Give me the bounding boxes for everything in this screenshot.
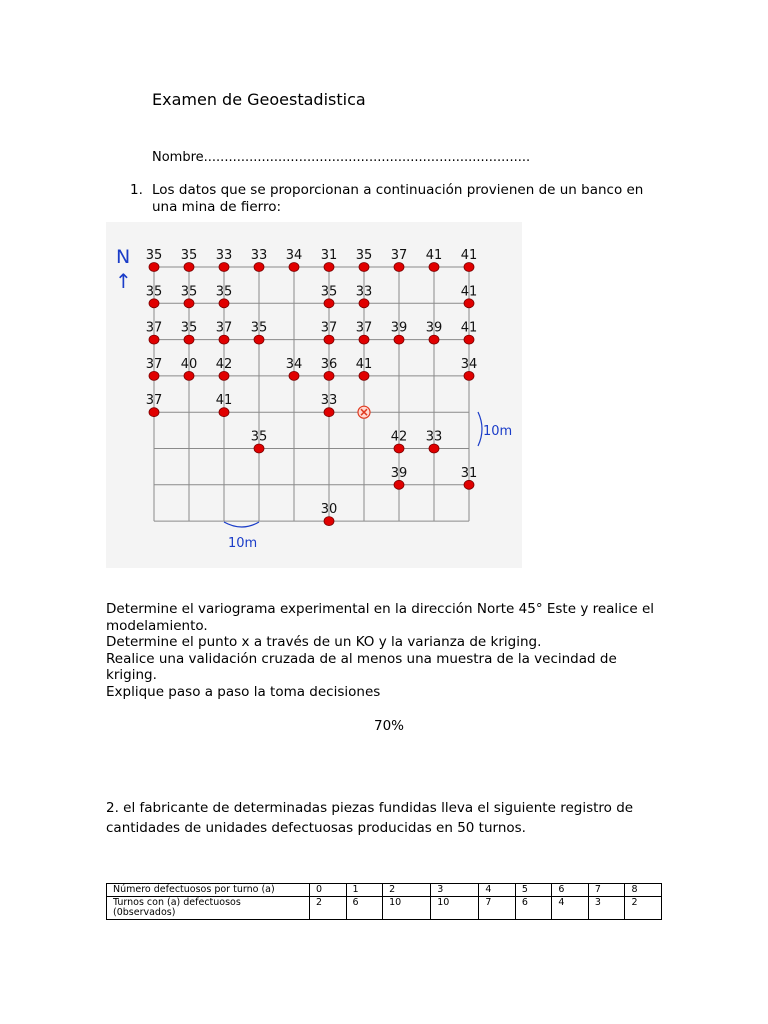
sample-point [464,299,474,308]
sample-value: 41 [215,393,233,409]
sample-value: 35 [180,284,198,300]
sample-value: 41 [460,248,478,263]
sample-point [429,444,439,453]
sample-point [184,335,194,344]
sample-value: 33 [355,284,373,300]
sample-value: 35 [180,248,198,263]
instruction-3: Realice una validación cruzada de al menos una muestra de la vecindad de kriging. [106,650,617,683]
sample-point [429,263,439,272]
sample-value: 39 [425,320,443,336]
table-cell: 0 [310,884,347,897]
name-line: Nombre............................................................................... [152,150,531,165]
table-row-label: Número defectuosos por turno (a) [107,884,310,897]
sample-point [359,299,369,308]
sample-value: 41 [355,356,373,372]
defects-table [106,883,662,920]
sample-value: 35 [355,248,373,263]
sample-value: 35 [250,429,268,445]
sample-point [219,299,229,308]
sample-value: 35 [145,284,163,300]
sample-value: 33 [250,248,268,263]
sample-value: 35 [250,320,268,336]
sample-value: 33 [425,429,443,445]
table-cell: 7 [588,884,625,897]
sample-point [324,371,334,380]
table-row [107,897,662,920]
sample-value: 34 [460,356,478,372]
sample-value: 39 [390,320,408,336]
table-cell: 6 [346,897,383,920]
table-cell: 4 [479,884,516,897]
instruction-4: Explique paso a paso la toma decisiones [106,683,381,700]
north-label: N [116,246,131,268]
table-row [107,884,662,897]
sample-value: 41 [425,248,443,263]
spacing-label-bottom: 10m [228,536,258,551]
sample-point [149,299,159,308]
sample-value: 34 [285,356,303,372]
sample-value: 37 [320,320,338,336]
sample-point [254,263,264,272]
table-cell: 6 [552,884,589,897]
table-cell: 2 [383,884,431,897]
sample-point [324,335,334,344]
sample-grid-map [106,222,522,568]
sample-value: 31 [460,465,478,481]
sample-value: 35 [320,284,338,300]
table-cell: 10 [383,897,431,920]
sample-value: 41 [460,284,478,300]
sample-value: 37 [215,320,233,336]
question-1-text: Los datos que se proporcionan a continuación provienen de un banco en una mina de fierro: [152,182,644,215]
sample-point [464,480,474,489]
sample-point [289,263,299,272]
instruction-1: Determine el variograma experimental en la dirección Norte 45° Este y realice el modelamiento. [106,601,655,634]
table-cell: 4 [552,897,589,920]
sample-value: 42 [390,429,408,445]
sample-value: 31 [320,248,338,263]
sample-point [359,263,369,272]
spacing-label-right: 10m [483,424,513,439]
sample-value: 37 [145,320,163,336]
table-cell: 8 [625,884,662,897]
sample-point [219,371,229,380]
question-2-text: 2. el fabricante de determinadas piezas fundidas lleva el siguiente registro de cantidades de unidades defectuosas producidas en 50 turnos. [106,800,634,836]
sample-point [324,517,334,526]
sample-point [394,480,404,489]
sample-value: 41 [460,320,478,336]
table-cell: 3 [431,884,479,897]
sample-value: 35 [180,320,198,336]
sample-point [149,263,159,272]
sample-point [324,263,334,272]
sample-point [184,299,194,308]
table-cell: 5 [515,884,552,897]
exam-title: Examen de Geoestadistica [152,90,366,109]
sample-point [359,371,369,380]
sample-point [289,371,299,380]
sample-value: 35 [145,248,163,263]
sample-point [394,335,404,344]
instruction-2: Determine el punto x a través de un KO y la varianza de kriging. [106,634,542,650]
sample-value: 37 [390,248,408,263]
north-arrow-icon: ↑ [115,269,132,293]
sample-point [464,335,474,344]
sample-value: 42 [215,356,233,372]
table-cell: 2 [310,897,347,920]
table-cell: 2 [625,897,662,920]
table-cell: 10 [431,897,479,920]
sample-value: 37 [145,393,163,409]
sample-value: 37 [145,356,163,372]
sample-point [324,299,334,308]
sample-point [464,371,474,380]
sample-point [219,335,229,344]
table-cell: 7 [479,897,516,920]
sample-point [149,408,159,417]
sample-value: 33 [320,393,338,409]
sample-point [149,335,159,344]
sample-value: 39 [390,465,408,481]
question-1-number: 1. [130,182,143,198]
sample-point [184,371,194,380]
table-row-label: Turnos con (a) defectuosos (0bservados) [107,897,310,920]
sample-value: 35 [215,284,233,300]
sample-point [149,371,159,380]
sample-point [429,335,439,344]
sample-value: 40 [180,356,198,372]
sample-point [464,263,474,272]
sample-value: 34 [285,248,303,263]
instructions-block [106,601,666,700]
sample-point [359,335,369,344]
sample-point [324,408,334,417]
table-cell: 3 [588,897,625,920]
sample-value: 33 [215,248,233,263]
percentage-weight: 70% [374,718,405,734]
sample-point [184,263,194,272]
sample-value: 36 [320,356,338,372]
sample-point [394,263,404,272]
sample-point [394,444,404,453]
target-point-x [358,406,370,418]
table-cell: 1 [346,884,383,897]
table-cell: 6 [515,897,552,920]
sample-point [254,444,264,453]
sample-value: 30 [320,502,338,518]
sample-value: 37 [355,320,373,336]
sample-point [219,263,229,272]
sample-point [254,335,264,344]
sample-point [219,408,229,417]
